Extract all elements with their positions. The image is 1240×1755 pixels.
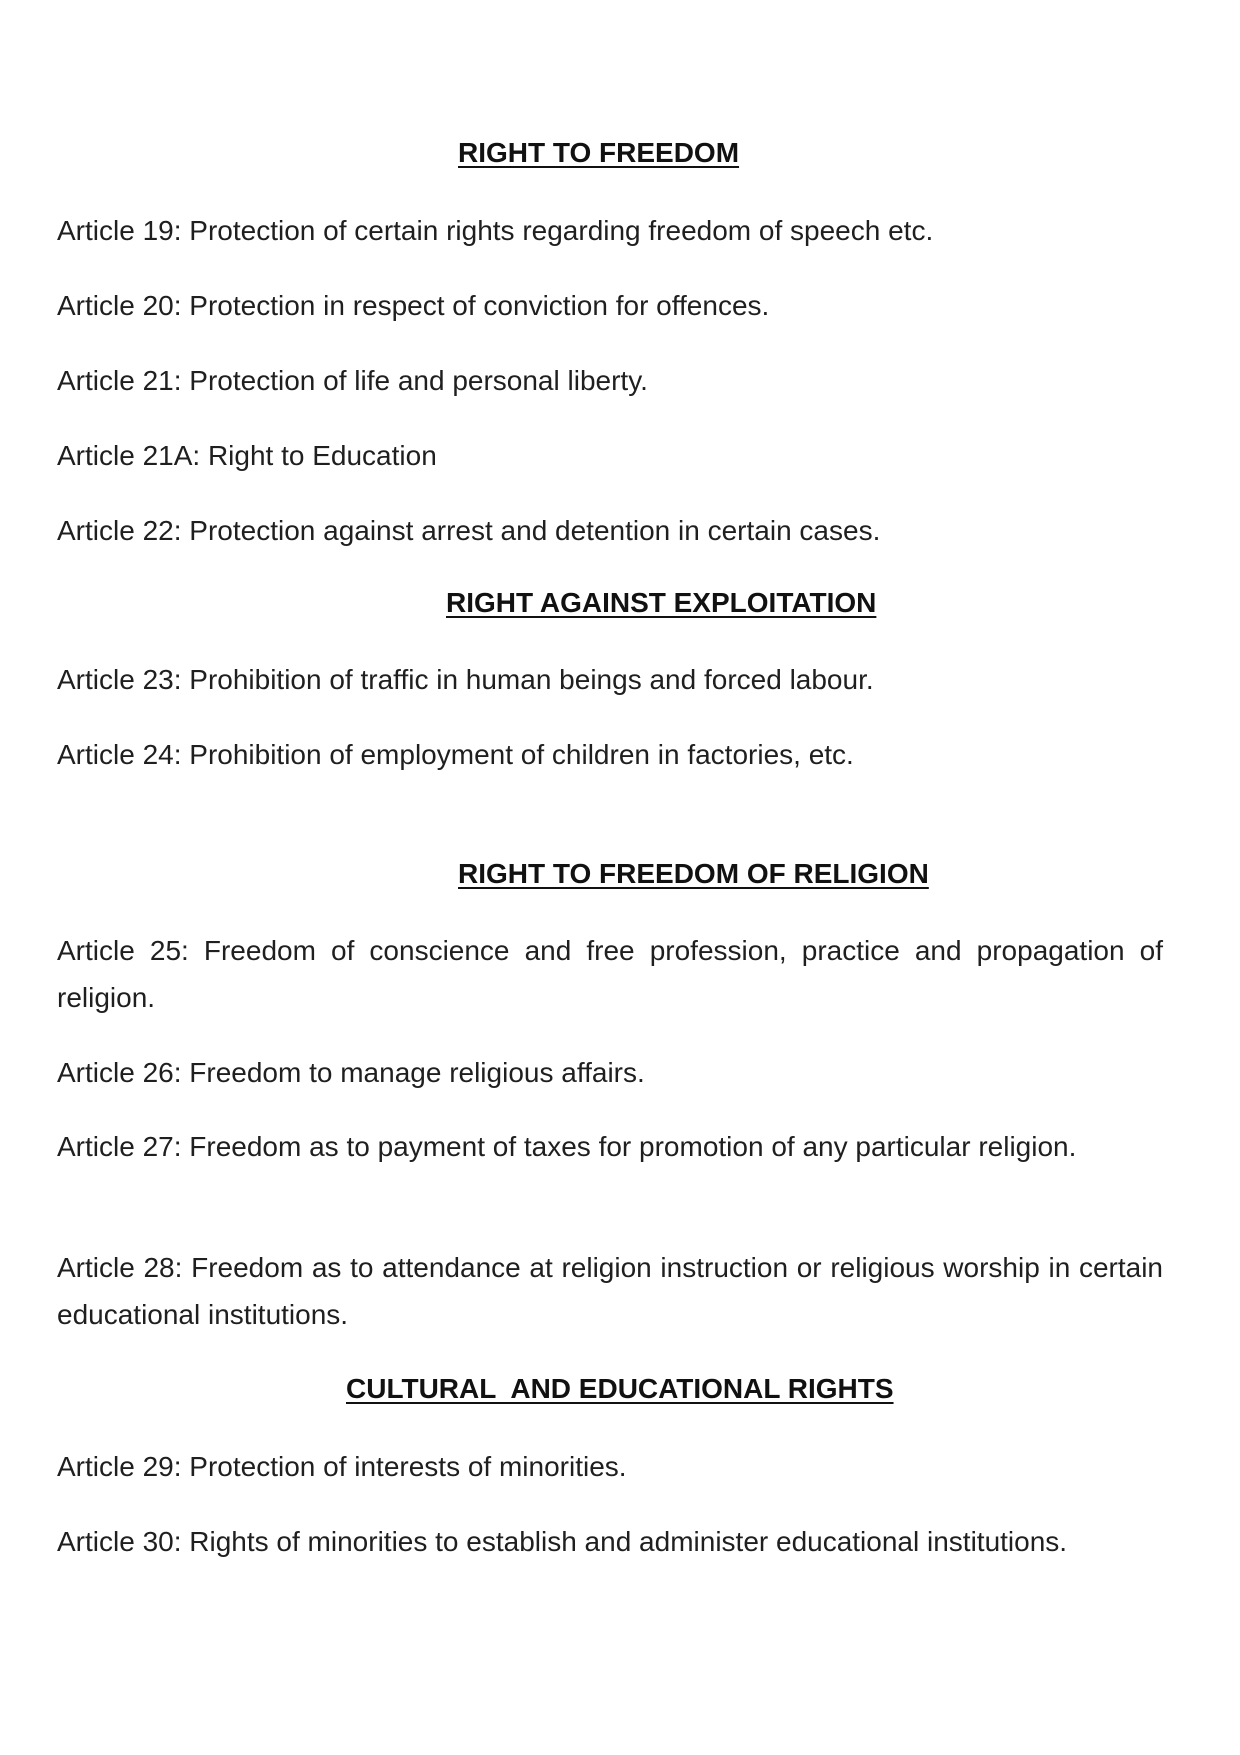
article-20: Article 20: Protection in respect of conviction for offences. bbox=[57, 290, 770, 321]
article-29: Article 29: Protection of interests of minorities. bbox=[57, 1451, 627, 1482]
article-21a: Article 21A: Right to Education bbox=[57, 440, 437, 471]
section-heading-right-against-exploitation: RIGHT AGAINST EXPLOITATION bbox=[446, 587, 877, 618]
article-24: Article 24: Prohibition of employment of children in factories, etc. bbox=[57, 739, 854, 770]
section-heading-right-to-freedom-of-religion: RIGHT TO FREEDOM OF RELIGION bbox=[458, 858, 929, 889]
article-19: Article 19: Protection of certain rights regarding freedom of speech etc. bbox=[57, 215, 934, 246]
article-23: Article 23: Prohibition of traffic in human beings and forced labour. bbox=[57, 664, 874, 695]
section-heading-cultural-and-educational-rights: CULTURAL AND EDUCATIONAL RIGHTS bbox=[346, 1373, 894, 1404]
article-28: Article 28: Freedom as to attendance at religion instruction or religious worship in certain educational institutions. bbox=[57, 1252, 1163, 1330]
article-27: Article 27: Freedom as to payment of taxes for promotion of any particular religion. bbox=[57, 1131, 1077, 1162]
article-21: Article 21: Protection of life and personal liberty. bbox=[57, 365, 648, 396]
article-22: Article 22: Protection against arrest and detention in certain cases. bbox=[57, 515, 881, 546]
article-25: Article 25: Freedom of conscience and free profession, practice and propagation of religion. bbox=[57, 935, 1163, 1013]
article-26: Article 26: Freedom to manage religious affairs. bbox=[57, 1057, 645, 1088]
section-heading-right-to-freedom: RIGHT TO FREEDOM bbox=[458, 137, 740, 168]
article-30: Article 30: Rights of minorities to establish and administer educational institutions. bbox=[57, 1526, 1068, 1557]
